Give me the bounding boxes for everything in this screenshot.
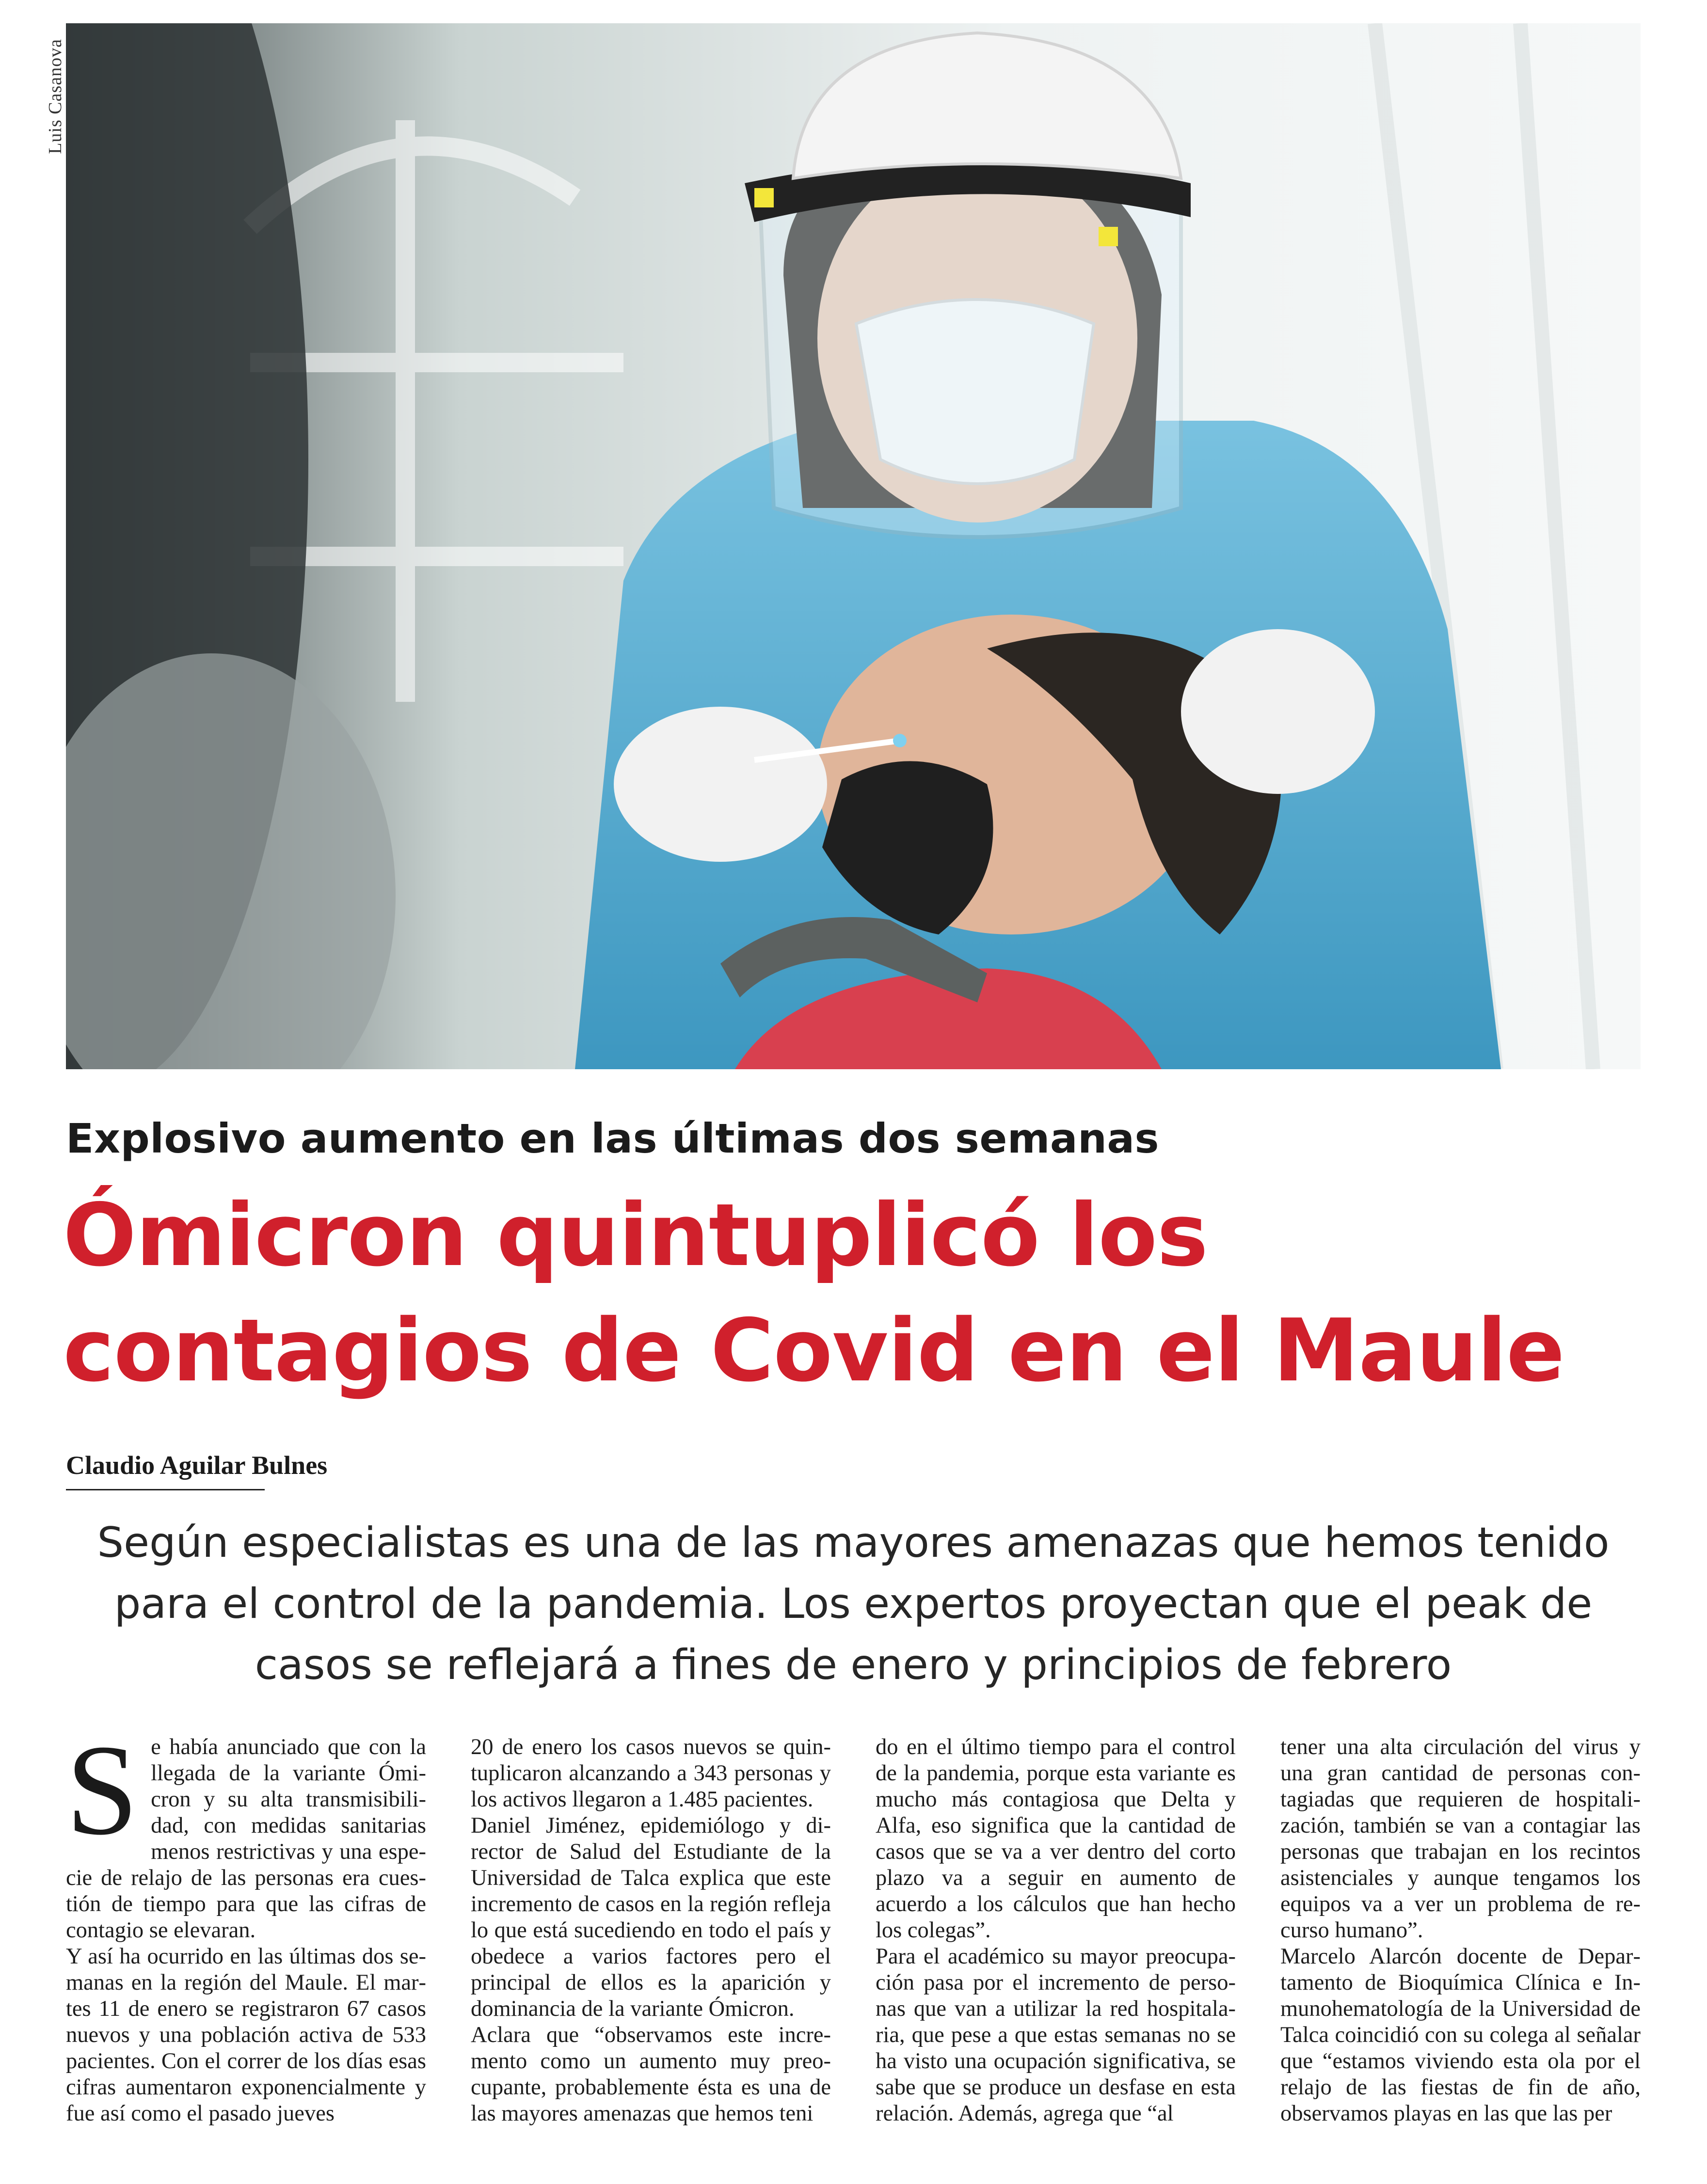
body-paragraph: Daniel Jiménez, epidemiólogo y director de Salud del Estudiante de la Universidad de Talca explica que este incremento de casos en la región refleja lo que está sucediendo en todo el país y obedece a varios factores pero el principal de ellos es la aparición y dominancia de la variante Ómicron. bbox=[471, 1813, 831, 2021]
body-paragraph: 20 de enero los casos nuevos se quintuplicaron alcanzando a 343 personas y los activos llegaron a 1.485 pacientes. bbox=[471, 1735, 831, 1812]
swab-test-photo-illustration bbox=[66, 23, 1641, 1069]
body-paragraph: do en el último tiempo para el control de la pandemia, porque esta variante es mucho más contagiosa que Delta y Alfa, eso significa que la cantidad de casos que se va a ver dentro del corto plazo va a seguir en aumento de acuerdo a los cálculos que han hecho los colegas”. bbox=[876, 1735, 1236, 1943]
body-paragraph: Y así ha ocurrido en las últimas dos semanas en la región del Maule. El martes 11 de enero se registraron 67 casos nuevos y una población activa de 533 pacientes. Con el correr de los días esas cifras aumentaron exponencialmente y fue así como el pasado jueves bbox=[66, 1944, 426, 2126]
article-lede: Según especialistas es una de las mayores amenazas que hemos tenido para el control de la pandemia. Los expertos proyectan que el peak de casos se reflejará a fines de enero y principios de febrero bbox=[97, 1519, 1610, 1689]
article-byline: Claudio Aguilar Bulnes bbox=[66, 1451, 328, 1480]
article-photo bbox=[66, 23, 1641, 1069]
body-column-2 bbox=[471, 1734, 831, 2170]
drop-cap: S bbox=[66, 1718, 139, 1862]
body-paragraph: Para el académico su mayor preocupación pasa por el incremento de personas que van a utilizar la red hospitalaria, que pese a que estas semanas no se ha visto una ocupación significativa, se sabe que se produce un desfase en esta relación. Además, agrega que “al bbox=[876, 1944, 1236, 2126]
body-column-4 bbox=[1280, 1734, 1641, 2170]
body-paragraph: e había anunciado que con la llegada de la variante Ómicron y su alta transmisibilidad, con medidas sanitarias menos restrictivas y una especie de relajo de las personas era cuestión de tiempo para que las cifras de contagio se elevaran. bbox=[66, 1735, 426, 1943]
body-column-1 bbox=[66, 1718, 426, 2170]
body-paragraph: Aclara que “observamos este incremento como un aumento muy preocupante, probablemente ésta es una de las mayores amenazas que hemos teni bbox=[471, 2023, 831, 2126]
article-kicker: Explosivo aumento en las últimas dos semanas bbox=[66, 1115, 1160, 1162]
byline-divider bbox=[66, 1489, 265, 1490]
body-paragraph: Marcelo Alarcón docente de Departamento de Bioquímica Clínica e Inmunohematología de la Universidad de Talca coincidió con su colega al señalar que “estamos viviendo esta ola por el relajo de las fiestas de fin de año, observamos playas en las que las per bbox=[1280, 1944, 1641, 2126]
body-column-3 bbox=[876, 1734, 1236, 2170]
article-headline: Ómicron quintuplicó los contagios de Covid en el Maule bbox=[63, 1185, 1564, 1401]
article-body bbox=[66, 1718, 1641, 2170]
body-paragraph: tener una alta circulación del virus y una gran cantidad de personas contagiadas que requieren de hospitalización, también se van a contagiar las personas que trabajan en los recintos asistenciales y aunque tengamos los equipos va a ver un problema de recurso humano”. bbox=[1280, 1735, 1641, 1943]
photo-credit: Luis Casanova bbox=[45, 39, 65, 154]
